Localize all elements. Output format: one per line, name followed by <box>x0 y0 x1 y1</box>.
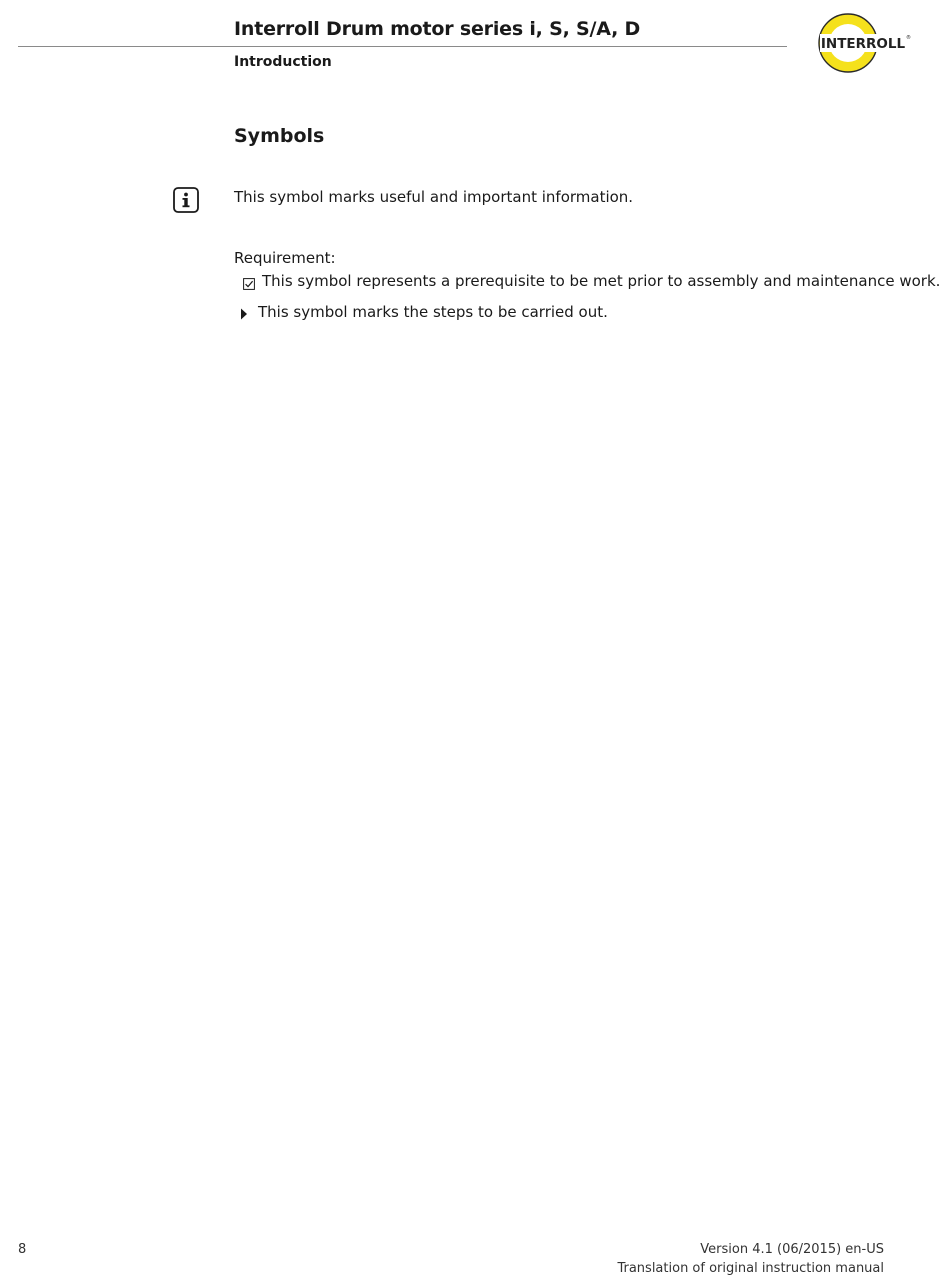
chapter-title: Introduction <box>234 54 332 70</box>
translation-note: Translation of original instruction manual <box>617 1261 884 1276</box>
interroll-logo <box>818 12 910 74</box>
header-divider <box>18 46 787 47</box>
step-description: This symbol marks the steps to be carried out. <box>258 303 608 321</box>
page-number: 8 <box>18 1242 27 1257</box>
info-icon <box>173 187 199 213</box>
step-arrow-icon <box>240 305 248 317</box>
svg-text:®: ® <box>906 35 911 41</box>
document-title: Interroll Drum motor series i, S, S/A, D <box>234 18 641 40</box>
checked-box-icon <box>243 275 255 287</box>
info-symbol-description: This symbol marks useful and important information. <box>234 188 634 206</box>
requirement-label: Requirement: <box>234 249 336 267</box>
svg-text:INTERROLL: INTERROLL <box>820 36 906 52</box>
section-heading-symbols: Symbols <box>234 125 325 147</box>
prerequisite-description: This symbol represents a prerequisite to be met prior to assembly and maintenance work. <box>262 272 941 290</box>
version-label: Version 4.1 (06/2015) en-US <box>700 1242 884 1257</box>
